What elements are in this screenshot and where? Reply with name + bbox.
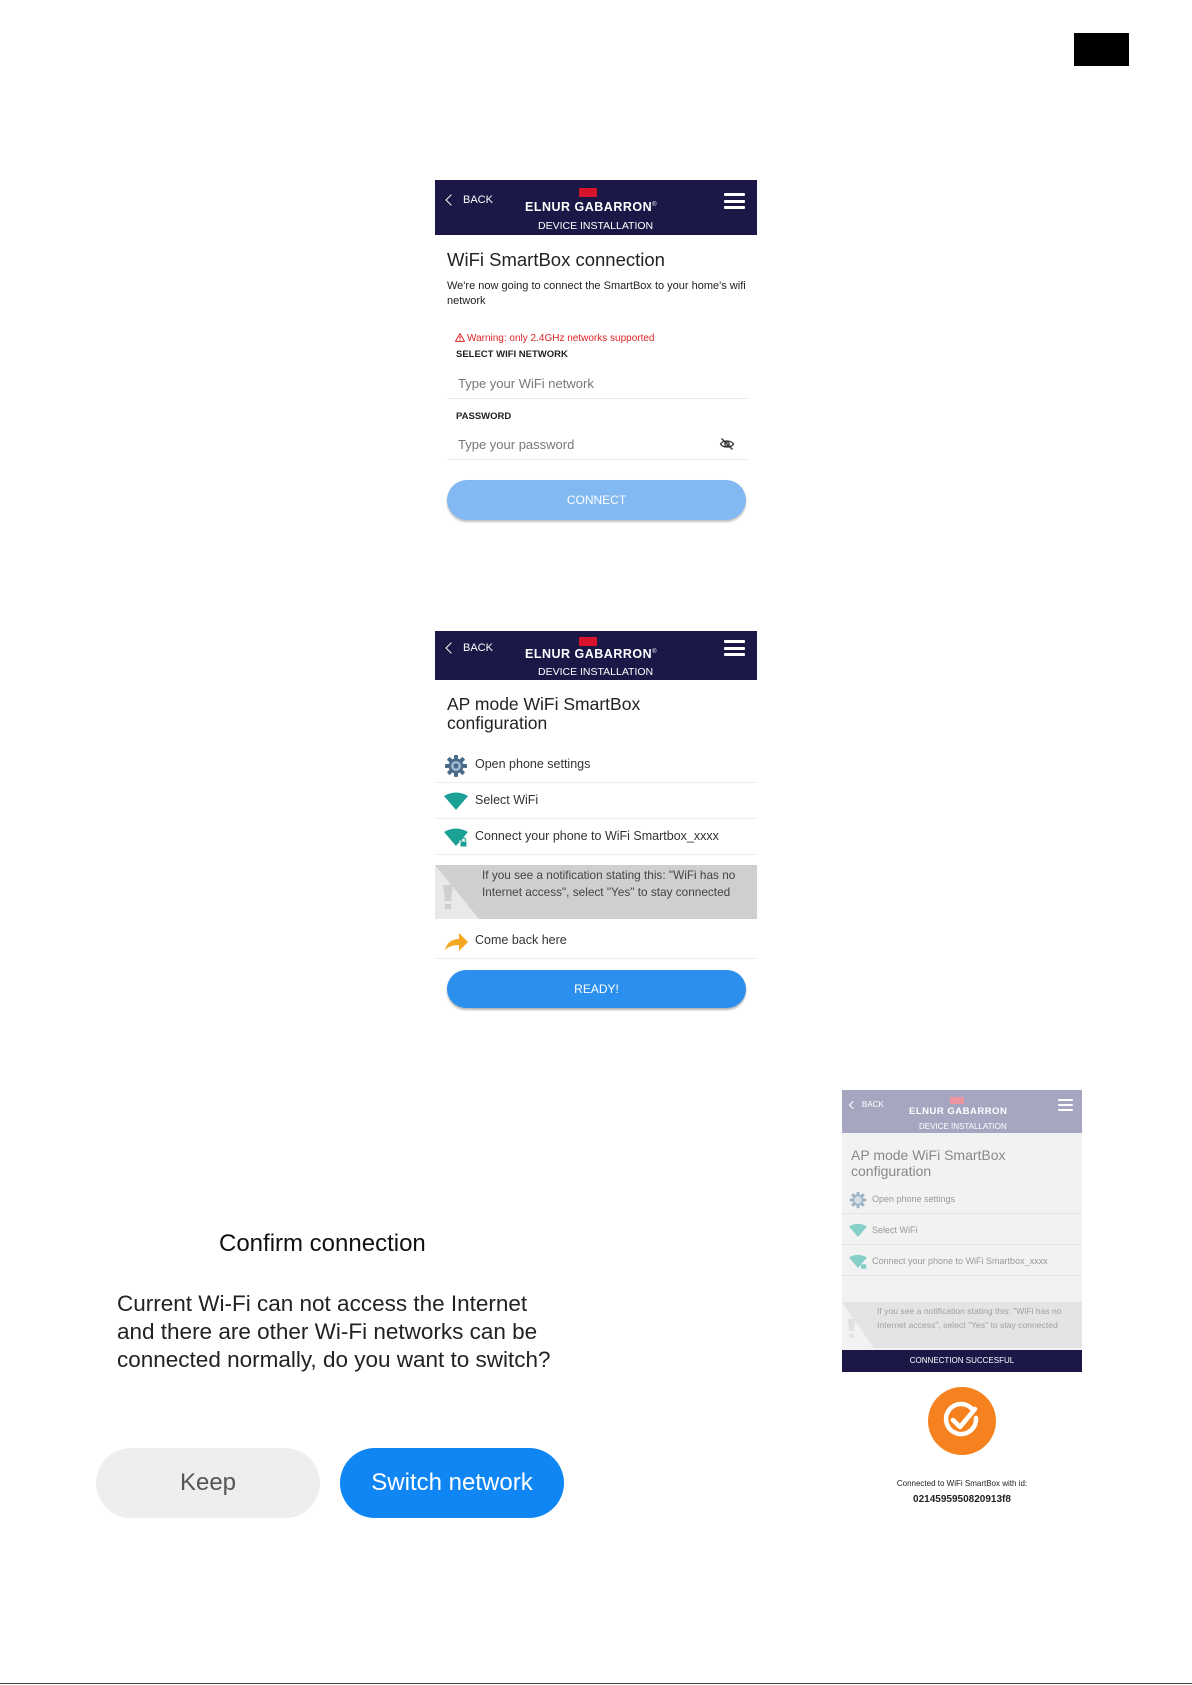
gear-icon xyxy=(444,754,468,778)
step-label: Connect your phone to WiFi Smartbox_xxxx xyxy=(872,1256,1048,1266)
step-select-wifi xyxy=(842,1217,1082,1245)
wifi-network-input[interactable] xyxy=(456,368,710,398)
back-label: BACK xyxy=(463,642,493,654)
ap-mode-screen xyxy=(435,631,757,1011)
password-field xyxy=(447,429,747,460)
page-bottom-rule xyxy=(0,1683,1192,1684)
step-label: Open phone settings xyxy=(872,1194,956,1204)
header-subtitle: DEVICE INSTALLATION xyxy=(538,666,654,678)
menu-icon xyxy=(1058,1099,1073,1111)
back-label: BACK xyxy=(862,1100,884,1109)
step-come-back xyxy=(435,922,757,959)
warning-icon xyxy=(842,1302,874,1348)
wifi-lock-icon xyxy=(444,826,468,850)
step-connect-phone xyxy=(842,1248,1082,1276)
step-select-wifi xyxy=(435,783,757,819)
brand-logo: ELNUR GABARRON xyxy=(909,1106,1008,1117)
check-circle-icon xyxy=(928,1387,996,1455)
connection-success-banner: CONNECTION SUCCESFUL xyxy=(842,1350,1082,1372)
step-label: Select WiFi xyxy=(475,793,539,807)
dimmed-content xyxy=(842,1133,1082,1350)
brand-flag-icon xyxy=(950,1097,964,1104)
back-label: BACK xyxy=(463,194,493,206)
notice-text: If you see a notification stating this: "WiFi has no Internet access", select "Yes" to stay connected xyxy=(482,868,736,899)
dialog-message: Current Wi-Fi can not access the Internet and there are other Wi-Fi networks can be connected normally, do you want to switch? xyxy=(117,1291,551,1372)
step-label: Come back here xyxy=(475,933,567,947)
wifi-connection-screen xyxy=(435,180,757,532)
step-open-settings xyxy=(435,747,757,783)
back-button[interactable] xyxy=(447,642,493,654)
page-title: AP mode WiFi SmartBox configuration xyxy=(851,1147,1006,1179)
switch-network-button[interactable]: Switch network xyxy=(340,1448,564,1518)
step-label: Select WiFi xyxy=(872,1225,918,1235)
corner-page-tab xyxy=(1074,33,1129,66)
connection-success-screen xyxy=(842,1090,1082,1515)
header-subtitle: DEVICE INSTALLATION xyxy=(919,1122,1007,1131)
password-label: PASSWORD xyxy=(456,411,512,422)
eye-off-icon[interactable] xyxy=(719,436,735,452)
back-button[interactable] xyxy=(447,194,493,206)
chevron-left-icon xyxy=(849,1100,857,1108)
back-button xyxy=(850,1100,884,1109)
warning-icon xyxy=(435,865,479,919)
device-id: 0214595950820913f8 xyxy=(913,1494,1011,1505)
wifi-lock-icon xyxy=(849,1253,867,1271)
page-title: WiFi SmartBox connection xyxy=(447,249,665,270)
connect-button[interactable]: CONNECT xyxy=(447,480,746,520)
password-input[interactable] xyxy=(456,429,710,459)
warning-icon xyxy=(455,333,465,342)
page-title: AP mode WiFi SmartBox configuration xyxy=(447,694,641,733)
connected-caption: Connected to WiFi SmartBox with id: xyxy=(896,1479,1028,1488)
step-label: Connect your phone to WiFi Smartbox_xxxx xyxy=(475,829,719,843)
keep-button[interactable]: Keep xyxy=(96,1448,320,1518)
top-bar xyxy=(435,631,757,680)
brand-flag-icon xyxy=(579,637,597,646)
notice-text: If you see a notification stating this: "WiFi has no Internet access", select "Yes" to stay connected xyxy=(877,1306,1062,1330)
top-bar xyxy=(435,180,757,235)
wifi-icon xyxy=(849,1222,867,1240)
wifi-icon xyxy=(444,790,468,814)
chevron-left-icon xyxy=(445,642,456,653)
step-open-settings xyxy=(842,1186,1082,1214)
wifi-network-label: SELECT WIFI NETWORK xyxy=(456,349,568,360)
no-internet-notice xyxy=(435,865,757,919)
arrow-right-icon xyxy=(444,930,468,954)
brand-logo: ELNUR GABARRON® xyxy=(525,647,658,661)
warning-message: Warning: only 2.4GHz networks supported xyxy=(455,333,655,344)
menu-icon[interactable] xyxy=(724,640,745,656)
header-subtitle: DEVICE INSTALLATION xyxy=(538,220,654,232)
no-internet-notice xyxy=(842,1302,1082,1348)
dialog-title: Confirm connection xyxy=(219,1230,426,1257)
ready-button[interactable]: READY! xyxy=(447,970,746,1008)
dimmed-background xyxy=(842,1090,1082,1350)
gear-icon xyxy=(849,1191,867,1209)
brand-logo: ELNUR GABARRON® xyxy=(525,200,658,214)
step-connect-phone xyxy=(435,819,757,855)
wifi-network-field xyxy=(447,368,747,399)
top-bar xyxy=(842,1090,1082,1133)
brand-flag-icon xyxy=(579,188,597,197)
chevron-left-icon xyxy=(445,194,456,205)
menu-icon[interactable] xyxy=(724,193,745,209)
step-label: Open phone settings xyxy=(475,757,591,771)
page-description: We're now going to connect the SmartBox to your home's wifi network xyxy=(447,280,746,307)
